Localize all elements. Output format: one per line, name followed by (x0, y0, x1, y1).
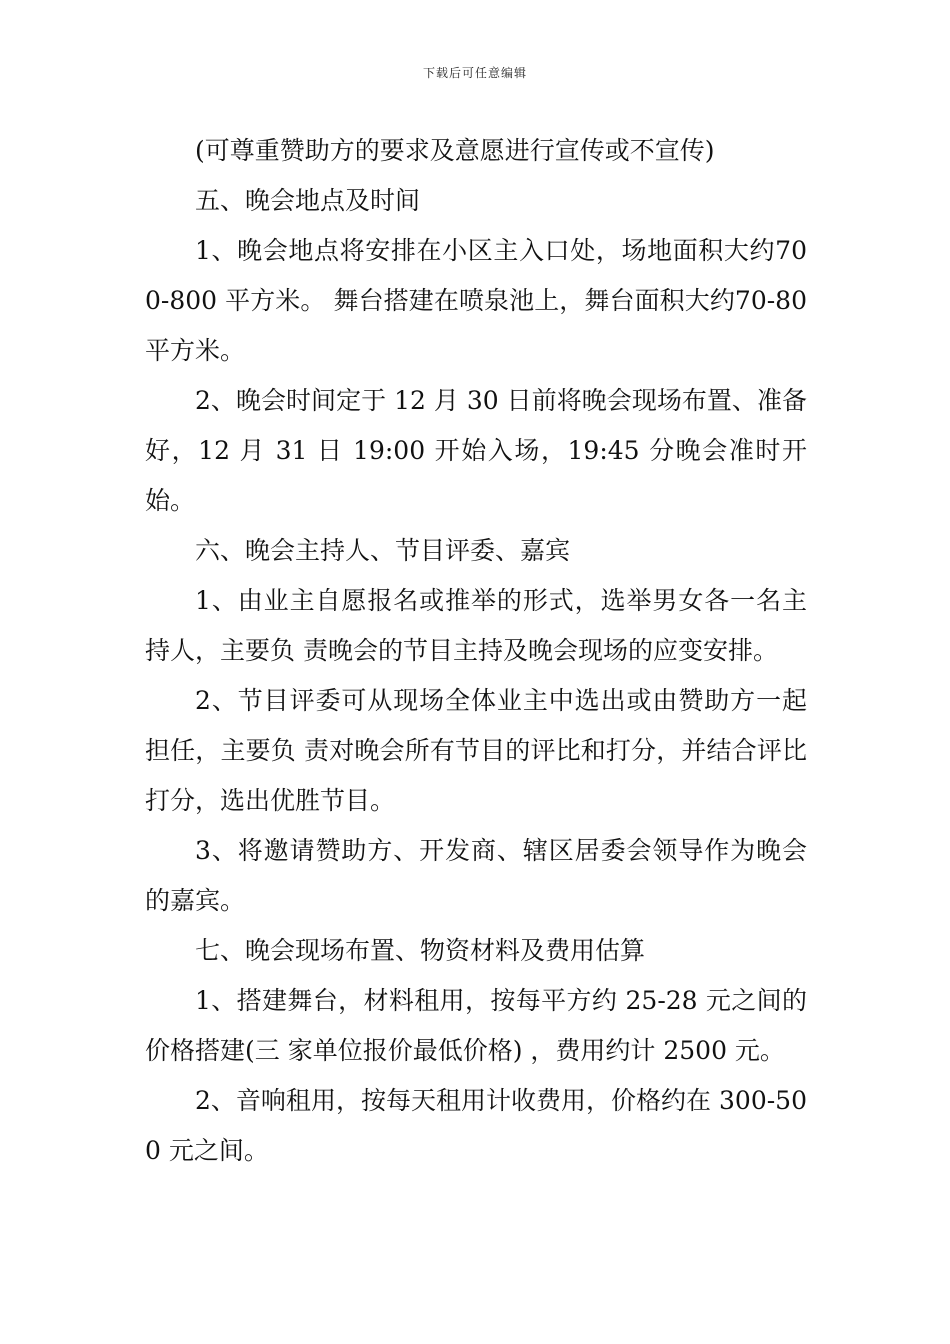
paragraph-stage: 1、搭建舞台，材料租用，按每平方约 25-28 元之间的价格搭建(三 家单位报价最低价格) ，费用约计 2500 元。 (145, 986, 807, 1065)
paragraph-time: 2、晚会时间定于 12 月 30 日前将晚会现场布置、准备好，12 月 31 日 19:00 开始入场，19:45 分晚会准时开始。 (145, 386, 807, 515)
paragraph-sponsor-note: (可尊重赞助方的要求及意愿进行宣传或不宣传) (195, 136, 715, 165)
section-heading-layout-costs: 七、晚会现场布置、物资材料及费用估算 (195, 936, 646, 965)
paragraph-venue: 1、晚会地点将安排在小区主入口处，场地面积大约700-800 平方米。 舞台搭建在喷泉池上，舞台面积大约70-80 平方米。 (145, 236, 807, 365)
document-body (145, 126, 807, 1176)
paragraph-audio: 2、音响租用，按每天租用计收费用，价格约在 300-500 元之间。 (145, 1086, 807, 1165)
paragraph-judges: 2、节目评委可从现场全体业主中选出或由赞助方一起担任，主要负 责对晚会所有节目的评比和打分，并结合评比打分，选出优胜节目。 (145, 686, 807, 815)
paragraph-hosts: 1、由业主自愿报名或推举的形式，选举男女各一名主持人，主要负 责晚会的节目主持及晚会现场的应变安排。 (145, 586, 807, 665)
page-header-note: 下载后可任意编辑 (422, 66, 527, 80)
section-heading-hosts-judges: 六、晚会主持人、节目评委、嘉宾 (195, 536, 571, 565)
paragraph-guests: 3、将邀请赞助方、开发商、辖区居委会领导作为晚会的嘉宾。 (145, 836, 807, 915)
section-heading-venue-time: 五、晚会地点及时间 (195, 186, 421, 215)
